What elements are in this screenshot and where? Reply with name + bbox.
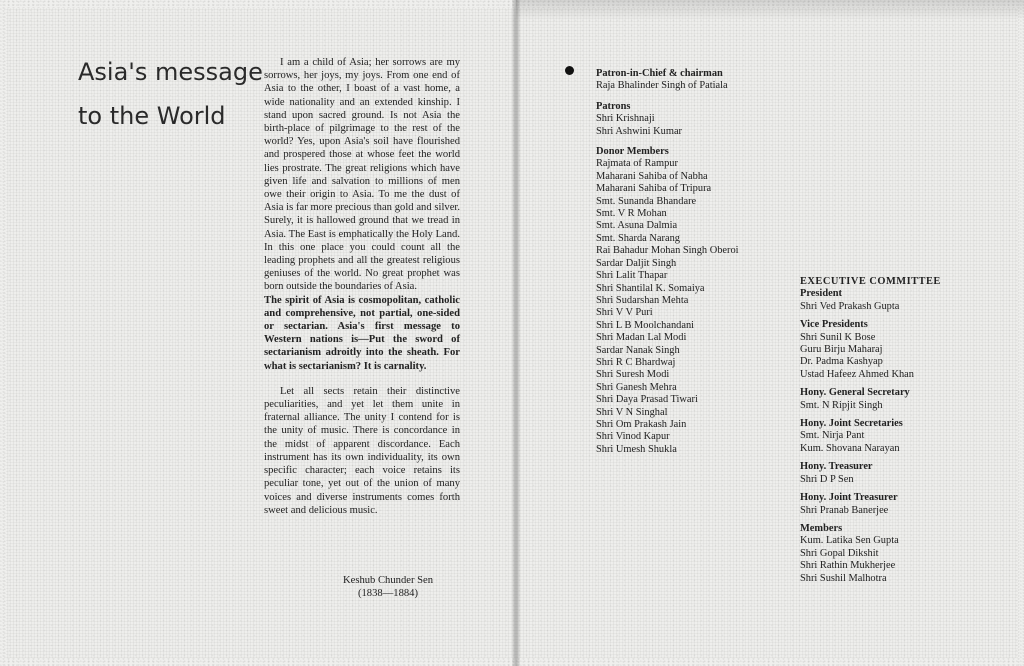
member-name: Sardar Nanak Singh xyxy=(596,344,680,356)
member-name: Shri Rathin Mukherjee xyxy=(800,560,896,572)
section-heading: Patron-in-Chief & chairman xyxy=(596,68,723,79)
committee-section xyxy=(800,319,1010,381)
committee-section xyxy=(800,461,1010,486)
member-name: Shri L B Moolchandani xyxy=(596,319,695,331)
committee-section xyxy=(800,288,1010,313)
section-heading: Members xyxy=(800,522,843,534)
scan-shadow xyxy=(516,0,1024,20)
section-heading: Hony. Joint Secretaries xyxy=(800,418,903,430)
member-name: Shri Ganesh Mehra xyxy=(596,381,677,393)
member-name: Kum. Latika Sen Gupta xyxy=(800,535,899,547)
member-name: Shri Daya Prasad Tiwari xyxy=(596,394,698,406)
section-heading: Vice Presidents xyxy=(800,319,868,331)
member-name: Shri Sudarshan Mehta xyxy=(596,294,689,306)
section-heading: Donor Members xyxy=(596,146,669,158)
member-name: Shri V N Singhal xyxy=(596,406,668,418)
member-name: Shri R C Bhardwaj xyxy=(596,356,676,368)
member-name: Shri Om Prakash Jain xyxy=(596,418,687,430)
essay-author xyxy=(318,574,458,600)
essay-paragraph-2: Let all sects retain their distinctive peculiarities, and yet let them unite in fraternal alliance. The unity I contend for is the unity of music. There is concordance in the midst of apparent discordance. Each instrument has its own individuality, its own specific character; each voice retains its peculiar tone, yet out of the union of many voices and diverse instruments comes forth sweet and delicious music. xyxy=(264,385,460,516)
member-name: Smt. Asuna Dalmia xyxy=(596,220,678,232)
member-name: Smt. Sharda Narang xyxy=(596,232,680,244)
member-name: Maharani Sahiba of Tripura xyxy=(596,183,712,195)
bullet-icon xyxy=(565,66,574,75)
member-name: Smt. Sunanda Bhandare xyxy=(596,195,697,207)
member-name: Shri Vinod Kapur xyxy=(596,431,670,443)
page-title: Asia's message to the World xyxy=(78,58,263,130)
member-name: Shri Pranab Banerjee xyxy=(800,504,889,516)
member-name: Shri Gopal Dikshit xyxy=(800,547,879,559)
essay-text xyxy=(264,56,460,529)
committee-section xyxy=(800,492,1010,517)
member-name: Shri Sunil K Bose xyxy=(800,331,876,343)
member-name: Rai Bahadur Mohan Singh Oberoi xyxy=(596,245,739,257)
author-name: Keshub Chunder Sen xyxy=(342,575,434,586)
member-name: Shri Lalit Thapar xyxy=(596,270,668,282)
section-heading: Patrons xyxy=(596,100,631,112)
member-name: Guru Birju Maharaj xyxy=(800,344,883,356)
member-name: Maharani Sahiba of Nabha xyxy=(596,170,708,182)
author-years: (1838—1884) xyxy=(357,588,419,599)
executive-committee-list xyxy=(800,288,1010,585)
member-name: Raja Bhalinder Singh of Patiala xyxy=(596,80,728,92)
committee-section xyxy=(596,101,796,138)
committee-section xyxy=(596,68,796,93)
essay-paragraph-1-bold: The spirit of Asia is cosmopolitan, catholic and comprehensive, not partial, one-sided or sectarian. Asia's first message to Western nations is—Put the sword of sectarianism adroitly into the sheath. For what is sectarianism? It is carnality. xyxy=(264,294,460,372)
member-name: Kum. Shovana Narayan xyxy=(800,442,900,454)
section-heading: Hony. Treasurer xyxy=(800,461,873,473)
member-name: Dr. Padma Kashyap xyxy=(800,356,883,368)
member-name: Smt. V R Mohan xyxy=(596,208,667,220)
member-name: Shri Madan Lal Modi xyxy=(596,332,687,344)
committee-section xyxy=(800,387,1010,412)
member-name: Shri V V Puri xyxy=(596,307,653,319)
member-name: Shri Suresh Modi xyxy=(596,369,670,381)
member-name: Rajmata of Rampur xyxy=(596,158,678,170)
member-name: Shri Krishnaji xyxy=(596,113,655,125)
member-name: Shri Umesh Shukla xyxy=(596,443,677,455)
patrons-column xyxy=(596,68,796,456)
member-name: Shri Ashwini Kumar xyxy=(596,125,683,137)
executive-committee-column xyxy=(800,276,1010,585)
member-name: Sardar Daljit Singh xyxy=(596,257,677,269)
member-name: Shri Ved Prakash Gupta xyxy=(800,300,900,312)
committee-section xyxy=(800,418,1010,455)
essay-paragraph-1: I am a child of Asia; her sorrows are my sorrows, her joys, my joys. From one end of Asia to the other, I boast of a vast home, a wide nationality and an extended kinship. I stand upon sacred ground. Is not Asia the birth-place of pilgrimage to the rest of the world? Yes, upon Asia's soil have flourished and prospered those at whose feet the world lies prostrate. The great religions which have given life and salvation to millions of men owe their origin to Asia. To me the dust of Asia is far more precious than gold and silver. Surely, it is hallowed ground that we tread in Asia. The East is emphatically the Holy Land. In this one place you could count all the leading prophets and all the greatest religious geniuses of the world. No great prophet was born outside the boundaries of Asia. xyxy=(264,57,460,293)
executive-committee-title: EXECUTIVE COMMITTEE xyxy=(800,276,941,287)
member-name: Smt. Nirja Pant xyxy=(800,430,865,442)
section-heading: Hony. Joint Treasurer xyxy=(800,492,898,504)
committee-section xyxy=(800,523,1010,585)
member-name: Shri Sushil Malhotra xyxy=(800,572,887,584)
member-name: Shri D P Sen xyxy=(800,473,854,485)
member-name: Shri Shantilal K. Somaiya xyxy=(596,282,705,294)
page-gutter xyxy=(512,0,520,666)
member-name: Smt. N Ripjit Singh xyxy=(800,399,883,411)
committee-section xyxy=(596,146,796,456)
section-heading: Hony. General Secretary xyxy=(800,387,910,399)
member-name: Ustad Hafeez Ahmed Khan xyxy=(800,368,914,380)
section-heading: President xyxy=(800,288,842,300)
